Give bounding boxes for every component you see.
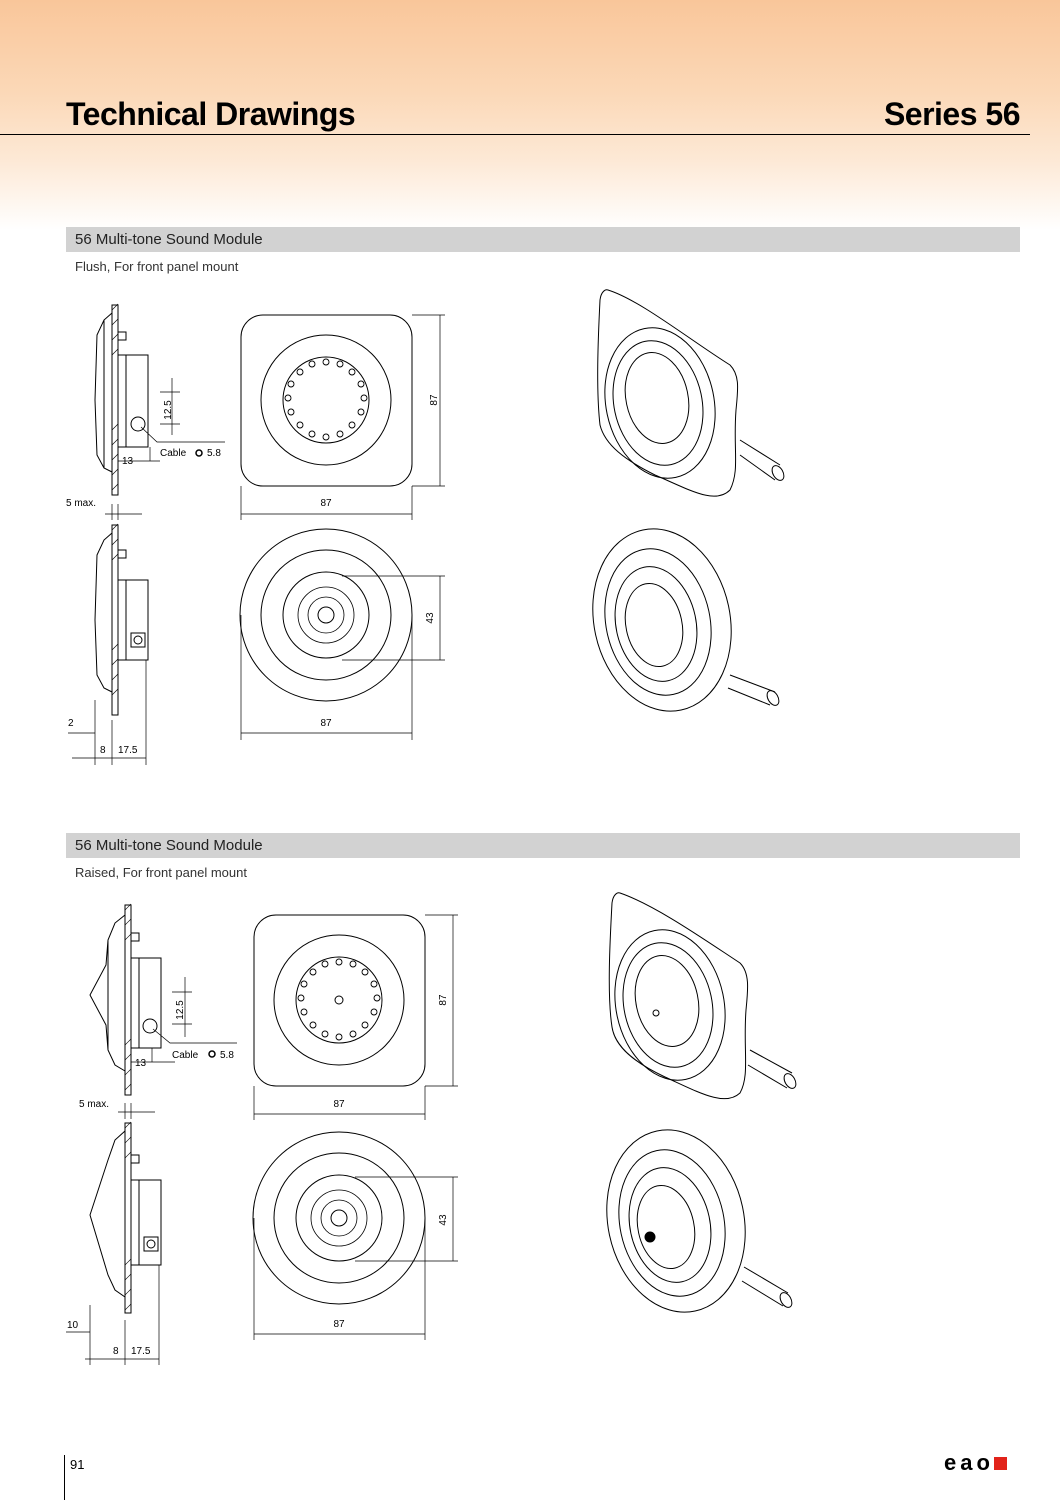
dim-height-87-raised: 87 — [438, 994, 449, 1006]
dim-grille-43-raised: 43 — [438, 1214, 449, 1226]
side-view-bottom-raised — [90, 1122, 161, 1313]
dim-5-max: 5 max. — [66, 498, 97, 509]
dim-17-5-raised: 17.5 — [131, 1346, 151, 1357]
section-1-subtitle: Flush, For front panel mount — [75, 259, 239, 274]
section-1-drawings — [0, 280, 1060, 800]
dim-front-2: 2 — [68, 718, 74, 729]
dim-height-12-5-raised: 12.5 — [175, 1000, 186, 1020]
section-2-title: 56 Multi-tone Sound Module — [66, 833, 1020, 858]
dim-height-12-5: 12.5 — [163, 400, 174, 420]
front-view-square — [241, 315, 412, 486]
dim-width-87-round-raised: 87 — [333, 1319, 345, 1330]
front-view-round-raised — [253, 1132, 425, 1304]
footer-rule — [64, 1455, 65, 1500]
series-title: Series 56 — [883, 96, 1020, 132]
front-view-square-raised — [254, 915, 425, 1086]
dim-grille-43: 43 — [425, 612, 436, 624]
section-2-subtitle: Raised, For front panel mount — [75, 865, 247, 880]
dim-depth-13: 13 — [122, 456, 134, 467]
dim-width-87-square-raised: 87 — [333, 1099, 345, 1110]
logo-square-icon — [994, 1457, 1007, 1470]
page-title: Technical Drawings — [66, 96, 356, 132]
cable-label-raised: Cable — [172, 1050, 199, 1061]
side-view-bottom — [95, 524, 148, 715]
isometric-view-square — [591, 290, 786, 496]
dim-front-10: 10 — [67, 1320, 79, 1331]
cable-diameter-raised: 5.8 — [220, 1050, 234, 1061]
side-view-top-raised — [90, 904, 161, 1095]
dim-17-5: 17.5 — [118, 745, 138, 756]
front-view-round — [240, 529, 412, 701]
dim-8: 8 — [100, 745, 106, 756]
isometric-view-square-raised — [601, 893, 798, 1099]
dim-8-raised: 8 — [113, 1346, 119, 1357]
section-2-drawings — [0, 885, 1060, 1405]
eao-logo — [944, 1450, 1007, 1476]
section-1-title: 56 Multi-tone Sound Module — [66, 227, 1020, 252]
dim-width-87-square: 87 — [320, 498, 332, 509]
page-number: 91 — [70, 1457, 85, 1472]
dim-depth-13-raised: 13 — [135, 1058, 147, 1069]
isometric-view-round — [576, 516, 781, 724]
cable-label: Cable — [160, 448, 187, 459]
dim-height-87: 87 — [429, 394, 440, 406]
dim-width-87-round: 87 — [320, 718, 332, 729]
isometric-view-round-raised — [590, 1117, 794, 1325]
header-divider — [0, 134, 1030, 135]
cable-diameter: 5.8 — [207, 448, 221, 459]
logo-text: eao — [944, 1450, 994, 1475]
dim-5-max-raised: 5 max. — [79, 1099, 110, 1110]
